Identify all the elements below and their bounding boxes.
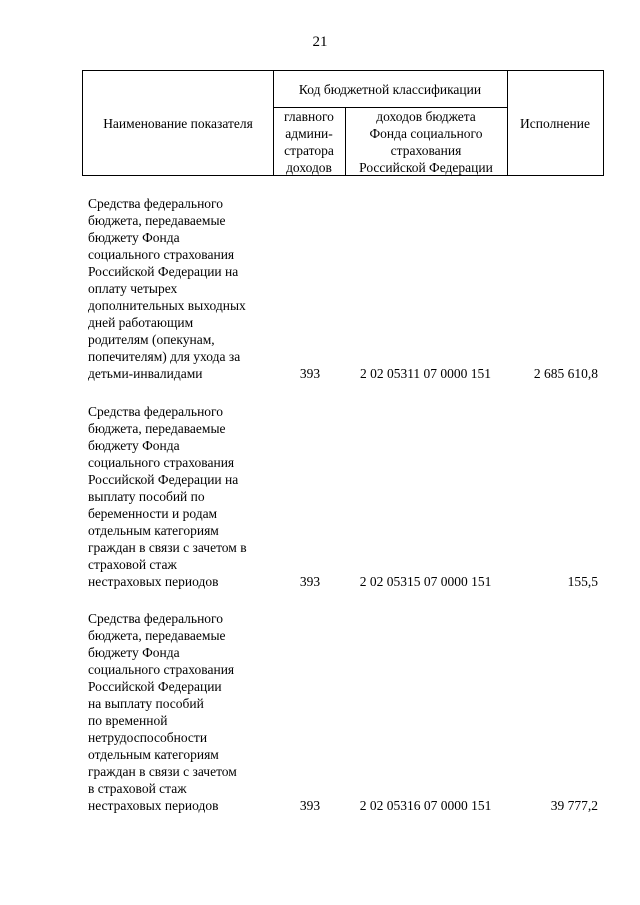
row-name-line: на выплату пособий — [88, 696, 204, 711]
row-name-line: по временной — [88, 713, 168, 728]
row-name-line: Средства федерального — [88, 404, 223, 419]
row-name-line: отдельным категориям — [88, 747, 219, 762]
row-name-line: детьми-инвалидами — [88, 366, 203, 381]
row-name-line: бюджету Фонда — [88, 438, 180, 453]
row-name-line: Российской Федерации на — [88, 472, 239, 487]
row-name-line: отдельным категориям — [88, 523, 219, 538]
row-name-line: Российской Федерации на — [88, 264, 239, 279]
row-name — [88, 195, 278, 382]
row-name — [88, 610, 278, 814]
row-name-line: дней работающим — [88, 315, 194, 330]
row-income-code: 2 02 05311 07 0000 151 — [359, 366, 492, 381]
row-name-line: Средства федерального — [88, 611, 223, 626]
row-name-line: дополнительных выходных — [88, 298, 246, 313]
header-income-line: страхования — [390, 142, 462, 158]
row-name-line: родителям (опекунам, — [88, 332, 215, 347]
header-income-line: доходов бюджета — [376, 108, 476, 124]
row-name-line: нетрудоспособности — [88, 730, 208, 745]
row-admin-code: 393 — [299, 798, 321, 813]
row-name-line: бюджета, передаваемые — [88, 628, 226, 643]
header-name-label: Наименование показателя — [103, 115, 253, 131]
row-amount: 39 777,2 — [550, 798, 598, 813]
row-name-line: граждан в связи с зачетом в — [88, 540, 247, 555]
header-code-group — [273, 71, 507, 107]
header-code-group-label: Код бюджетной классификации — [298, 81, 482, 97]
row-name-line: бюджета, передаваемые — [88, 213, 226, 228]
row-name-line: Российской Федерации — [88, 679, 222, 694]
header-income-column — [345, 108, 507, 175]
row-name-line: бюджету Фонда — [88, 230, 180, 245]
row-amount: 2 685 610,8 — [533, 366, 598, 381]
row-name-line: оплату четырех — [88, 281, 178, 296]
row-name-line: социального страхования — [88, 247, 235, 262]
table-header — [82, 70, 604, 176]
row-income-code: 2 02 05316 07 0000 151 — [359, 798, 492, 813]
row-name-line: в страховой стаж — [88, 781, 187, 796]
row-name-line: нестраховых периодов — [88, 574, 219, 589]
row-name-line: нестраховых периодов — [88, 798, 219, 813]
row-name-line: страховой стаж — [88, 557, 177, 572]
row-name-line: граждан в связи с зачетом — [88, 764, 237, 779]
row-name-line: попечителям) для ухода за — [88, 349, 241, 364]
header-admin-line: админи- — [285, 125, 333, 141]
row-name-line: социального страхования — [88, 455, 235, 470]
row-name — [88, 403, 278, 590]
row-admin-code: 393 — [299, 366, 321, 381]
header-income-line: Фонда социального — [369, 125, 483, 141]
header-income-line: Российской Федерации — [359, 159, 493, 175]
row-admin-code: 393 — [299, 574, 321, 589]
row-name-line: социального страхования — [88, 662, 235, 677]
row-income-code: 2 02 05315 07 0000 151 — [359, 574, 492, 589]
page-number: 21 — [312, 34, 328, 50]
row-name-line: выплату пособий по — [88, 489, 205, 504]
row-name-line: бюджета, передаваемые — [88, 421, 226, 436]
header-amount-column — [507, 71, 603, 175]
header-admin-line: стратора — [284, 142, 334, 158]
row-amount: 155,5 — [567, 574, 598, 589]
header-admin-line: доходов — [286, 159, 332, 175]
header-amount-label: Исполнение — [520, 115, 590, 131]
header-admin-column — [273, 108, 345, 175]
row-name-line: бюджету Фонда — [88, 645, 180, 660]
header-name-column — [83, 71, 273, 175]
row-name-line: Средства федерального — [88, 196, 223, 211]
header-admin-line: главного — [284, 108, 334, 124]
row-name-line: беременности и родам — [88, 506, 218, 521]
